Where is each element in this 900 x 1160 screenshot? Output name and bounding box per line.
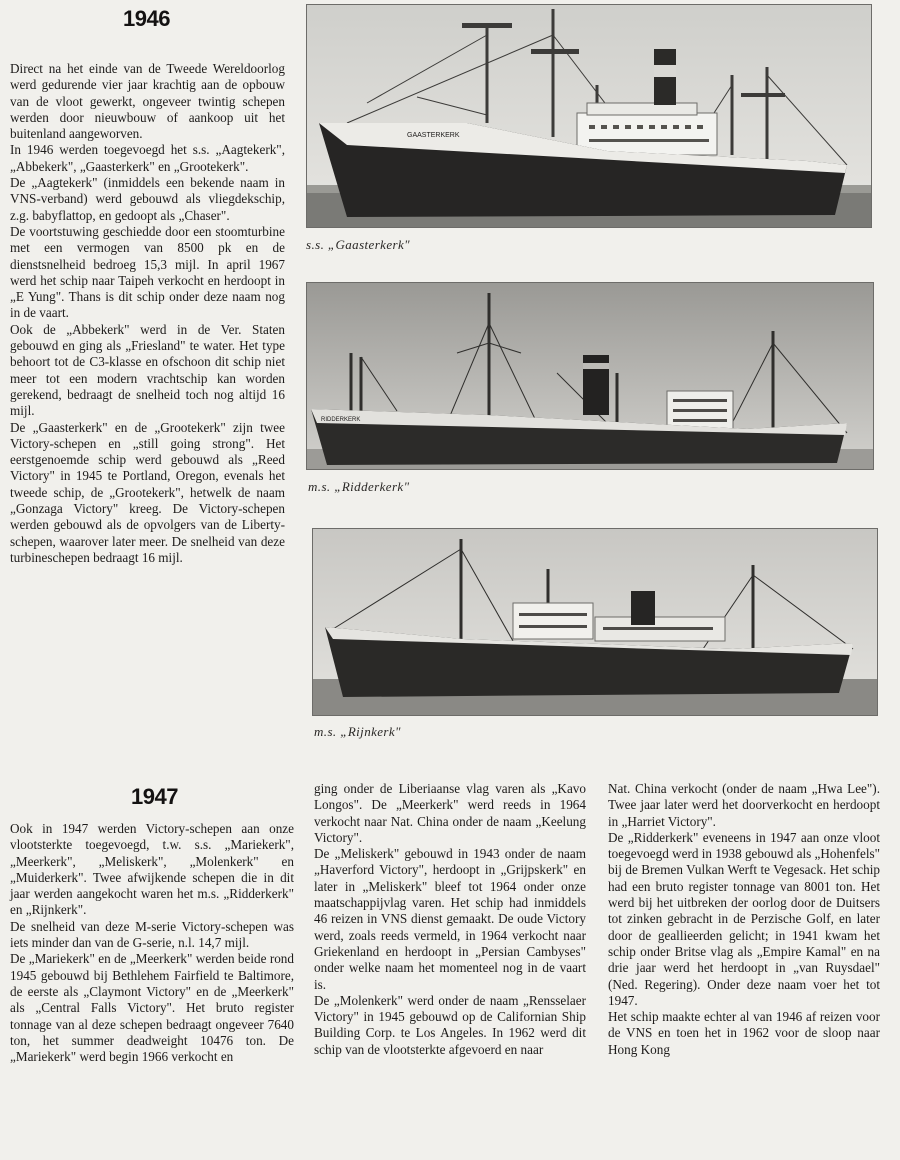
paragraph: Ook de „Abbekerk" werd in de Ver. Staten gebouwd en ging als „Friesland" te water. Het type behoort tot de C3-klasse en ofschoon dit schip niet meer tot een modern vrachtschip kan worden gerekend, bedraagt de snelheid toch nog altijd 16 mijl. [10, 321, 285, 419]
text-column-1947-left [10, 821, 294, 1065]
ship-gaasterkerk-illustration [307, 5, 871, 227]
photo-rijnkerk [312, 528, 878, 716]
ship-ridderkerk-illustration [307, 283, 873, 469]
paragraph: De „Gaasterkerk" en de „Grootekerk" zijn twee Victory-schepen en „still going strong". Het eerstgenoemde schip werd gebouwd als „Reed Victory" in 1945 te Portland, Oregon, evenals het tweede schip, de „Grootekerk", hetwelk de naam „Gonzaga Victory" kreeg. De Victory-schepen werden gebouwd als de opvolgers van de Liberty-schepen, waarover later meer. De snelheid van deze turbineschepen bedraagt 16 mijl. [10, 419, 285, 565]
photo-gaasterkerk [306, 4, 872, 228]
paragraph: De voortstuwing geschiedde door een stoomturbine met een vermogen van 8500 pk en de dienstsnelheid bedroeg 15,3 mijl. In april 1967 werd het schip naar Taipeh verkocht en herdoopt in „E Yung". Thans is dit schip onder deze naam nog in de vaart. [10, 223, 285, 321]
photo-ridderkerk [306, 282, 874, 470]
year-heading-1947: 1947 [131, 784, 178, 809]
paragraph: De „Ridderkerk" eveneens in 1947 aan onze vloot toegevoegd werd in 1938 gebouwd als „Hohenfels" bij de Bremen Vulkan Werft te Vegesack. Het schip had een bruto register tonnage van 8001 ton. Het werd bij het uitbreken der oorlog door de Duitsers tot zinken gebracht in de Perzische Golf, en later door de geallieerden gelicht; in 1941 kwam het schip onder Britse vlag als „Empire Kamal" en na drie jaar werd het herdoopt in „van Ruysdael" (Ned. Regering). Onder deze naam voer het tot 1947. [608, 829, 880, 1008]
paragraph: Nat. China verkocht (onder de naam „Hwa Lee"). Twee jaar later werd het doorverkocht en herdoopt in „Harriet Victory". [608, 781, 880, 829]
year-heading-1946: 1946 [123, 6, 170, 31]
paragraph: ging onder de Liberiaanse vlag varen als „Kavo Longos". De „Meerkerk" werd reeds in 1964 verkocht naar Nat. China onder de naam „Keelung Victory". [314, 781, 586, 845]
hull-name-ridderkerk: RIDDERKERK [321, 417, 361, 423]
hull-name-gaasterkerk: GAASTERKERK [407, 132, 460, 139]
paragraph: De „Molenkerk" werd onder de naam „Rensselaer Victory" in 1945 gebouwd op de Californian Ship Building Corp. te Los Angeles. In 1962 werd dit schip van de vlootsterkte afgevoerd en naar [314, 992, 586, 1057]
text-column-1946 [10, 61, 285, 566]
paragraph: De „Meliskerk" gebouwd in 1943 onder de naam „Haverford Victory", herdoopt in „Grijpskerk" en later in „Meliskerk" bleef tot 1964 onder onze maatschappijvlag varen. Het schip had inmiddels 46 reizen in VNS dienst gemaakt. De oude Victory werd, zoals reeds vermeld, in 1964 verkocht naar Griekenland en herdoopt in „Persian Cambyses" onder welke naam het momenteel nog in de vaart is. [314, 846, 586, 992]
ship-rijnkerk-illustration [313, 529, 877, 715]
caption-gaasterkerk: s.s. „Gaasterkerk" [306, 237, 411, 252]
paragraph: De snelheid van deze M-serie Victory-schepen was iets minder dan van de G-serie, n.l. 14,7 mijl. [10, 918, 294, 951]
paragraph: Ook in 1947 werden Victory-schepen aan onze vlootsterkte toegevoegd, t.w. s.s. „Mariekerk", „Meerkerk", „Meliskerk", „Molenkerk" en „Muiderkerk". Twee afwijkende schepen die in dit jaar werden aangekocht waren het m.s. „Ridderkerk" en „Rijnkerk". [10, 821, 294, 918]
paragraph: De „Mariekerk" en de „Meerkerk" werden beide rond 1945 gebouwd bij Bethlehem Fairfield te Baltimore, de eerste als „Claymont Victory" en de „Meerkerk" als „Central Falls Victory". Het bruto register tonnage van al deze schepen bedraagt ongeveer 7640 ton, het summer deadweight 10476 ton. De „Mariekerk" werd begin 1966 verkocht en [10, 951, 294, 1065]
text-column-1947-right [608, 781, 880, 1058]
text-column-1947-middle [314, 781, 586, 1058]
paragraph: Direct na het einde van de Tweede Wereldoorlog werd gedurende vier jaar krachtig aan de opbouw van de vloot gewerkt, ongeveer twintig schepen werden door nieuwbouw of aankoop uit het buitenland aangeworven. [10, 61, 285, 142]
caption-rijnkerk: m.s. „Rijnkerk" [314, 724, 401, 739]
paragraph: In 1946 werden toegevoegd het s.s. „Aagtekerk", „Abbekerk", „Gaasterkerk" en „Grootekerk". [10, 142, 285, 174]
paragraph: Het schip maakte echter al van 1946 af reizen voor de VNS en toen het in 1962 voor de sloop naar Hong Kong [608, 1009, 880, 1057]
caption-ridderkerk: m.s. „Ridderkerk" [308, 479, 410, 494]
paragraph: De „Aagtekerk" (inmiddels een bekende naam in VNS-verband) werd gebouwd als vliegdekschip, z.g. babyflattop, en gedoopt als „Chaser". [10, 175, 285, 223]
